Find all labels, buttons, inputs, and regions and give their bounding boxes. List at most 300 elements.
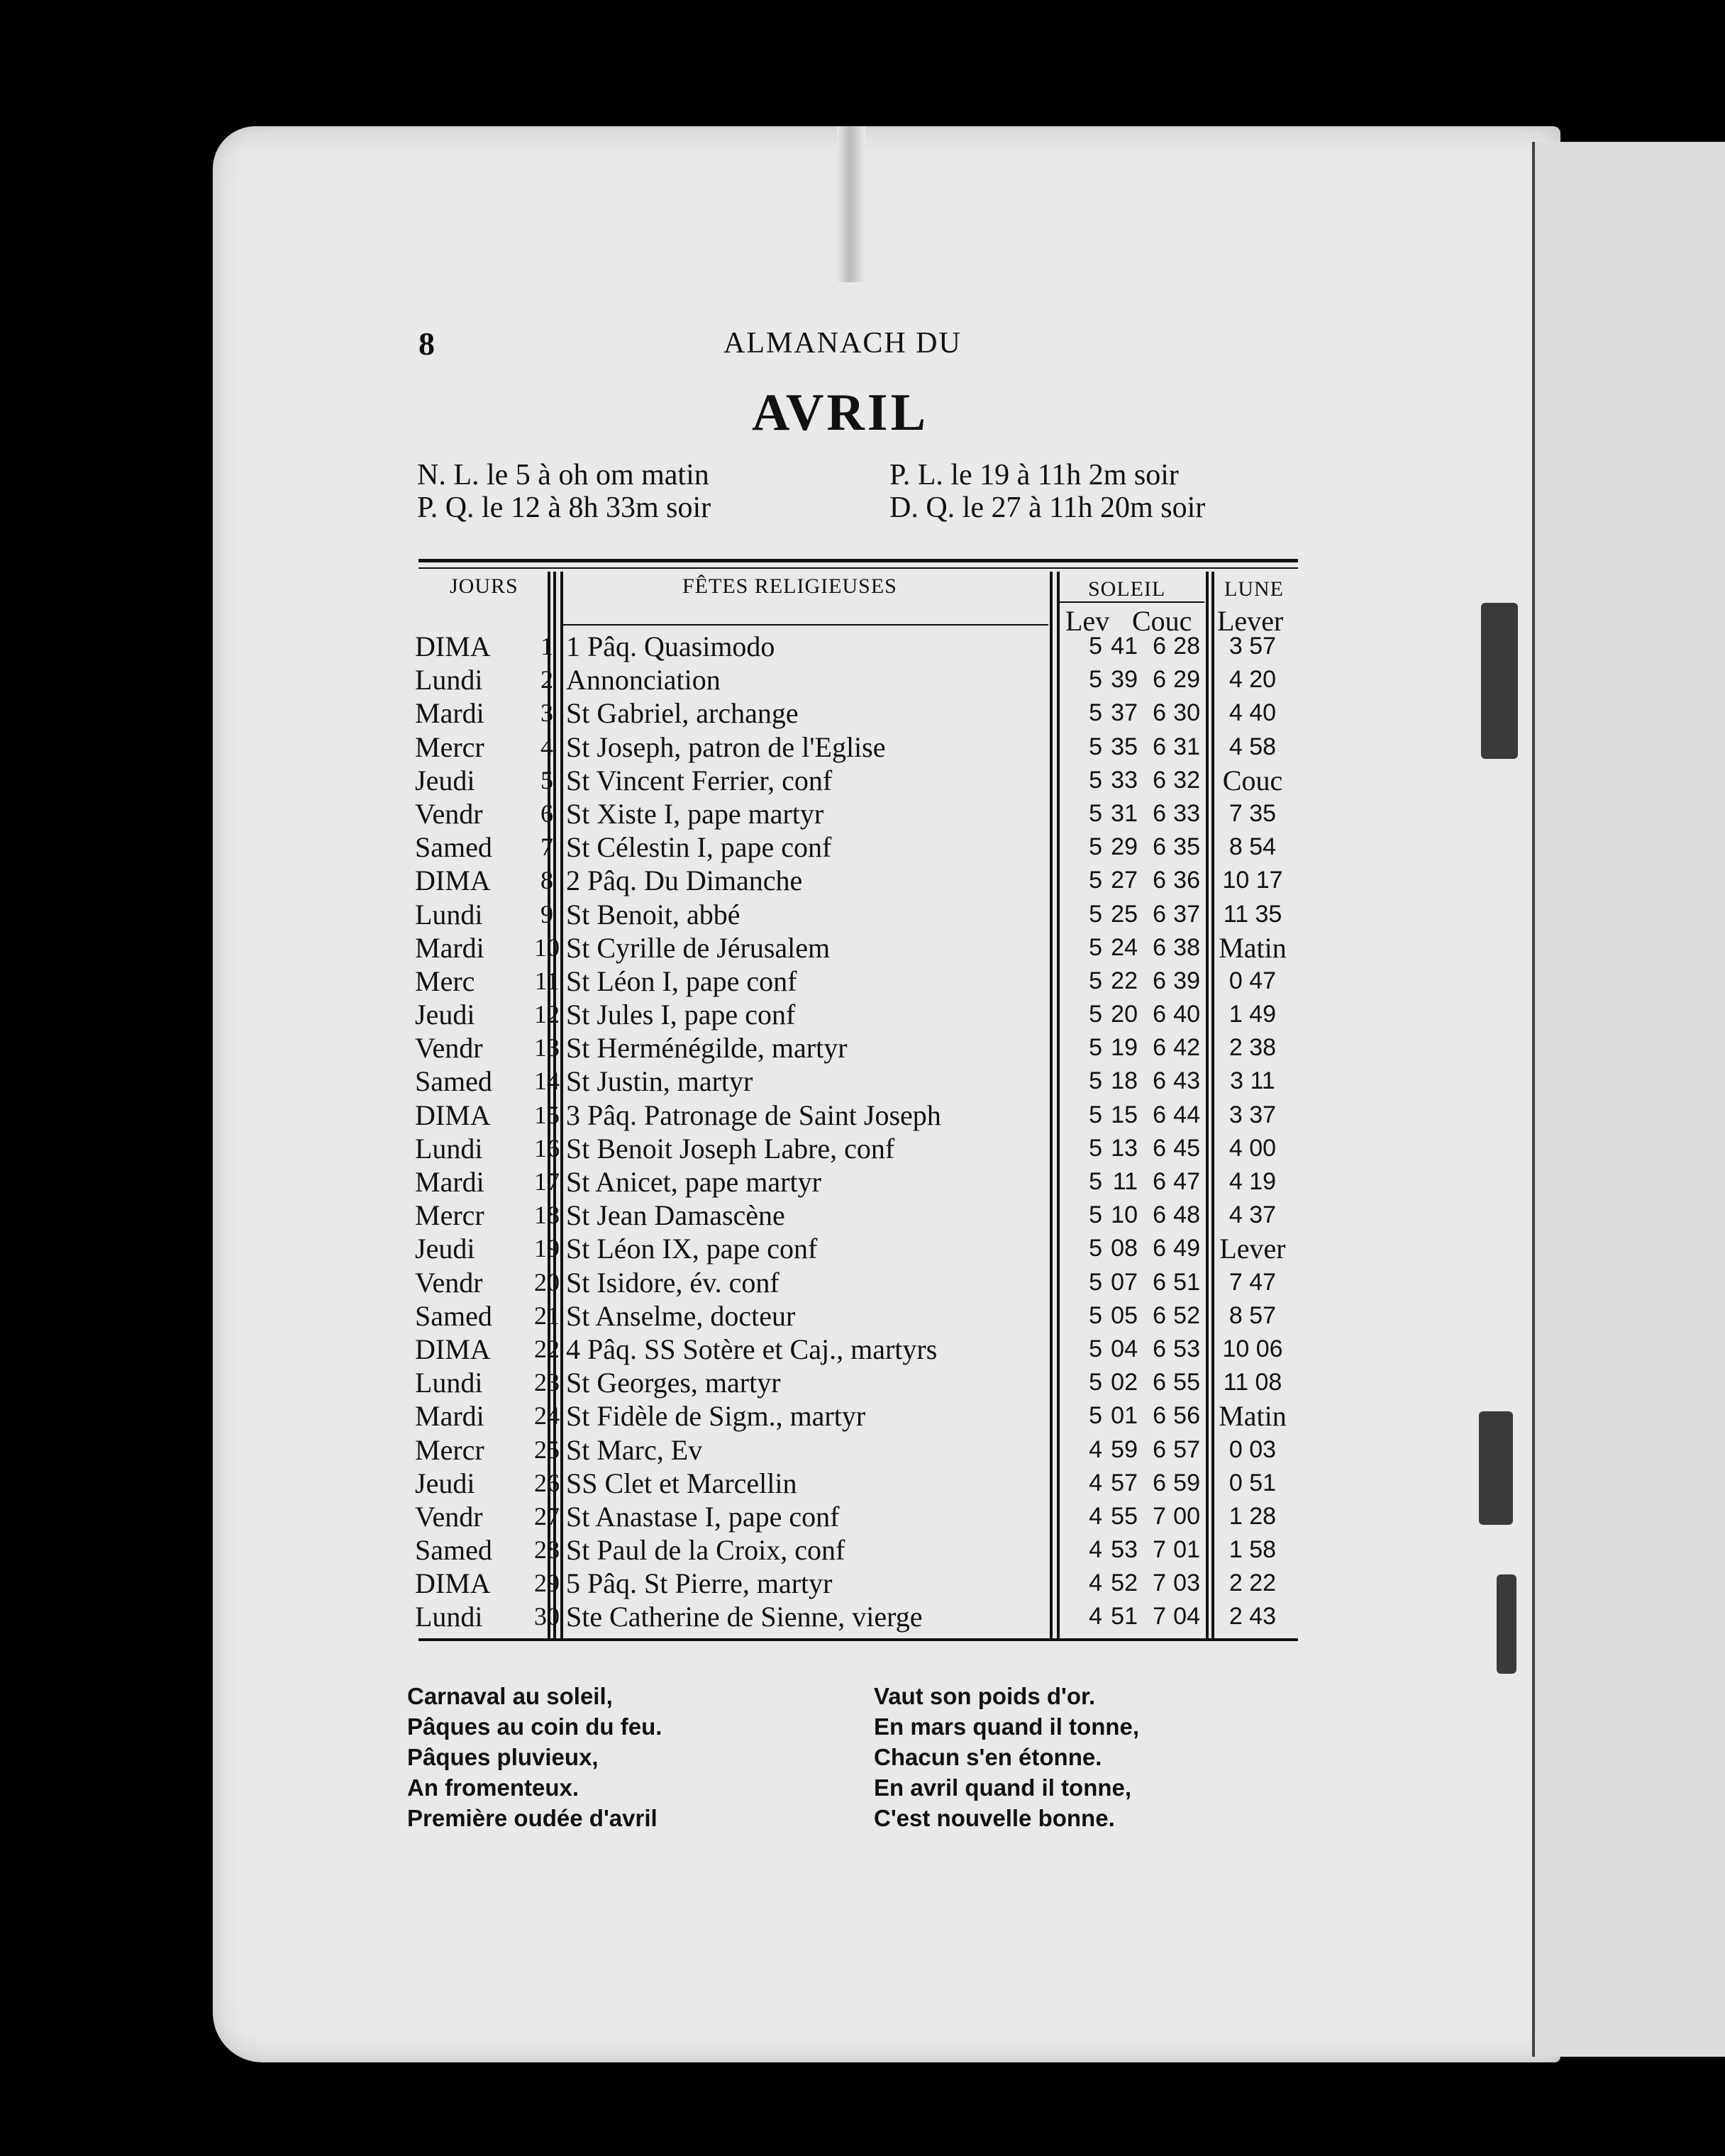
day-cell: Jeudi	[415, 999, 475, 1031]
sunset-minute: 00	[1173, 1502, 1200, 1530]
sunrise-minute: 51	[1111, 1603, 1138, 1630]
moon-time: 2 38	[1228, 1034, 1277, 1062]
sunset-hour: 6	[1153, 1435, 1166, 1463]
sunrise-minute: 10	[1111, 1201, 1138, 1229]
sunrise-minute: 08	[1111, 1235, 1138, 1262]
day-number: 24	[534, 1401, 560, 1430]
sunset-minute: 03	[1173, 1569, 1200, 1597]
day-number: 8	[540, 866, 553, 895]
sunrise-hour: 5	[1089, 1168, 1102, 1195]
moon-time: 7 35	[1228, 799, 1277, 827]
sunrise-hour: 5	[1089, 967, 1102, 994]
day-cell: Vendr	[415, 797, 483, 830]
sunrise-minute: 02	[1111, 1369, 1138, 1396]
moon-time: 0 51	[1228, 1469, 1277, 1496]
day-number: 19	[534, 1234, 560, 1263]
moon-time: 3 57	[1228, 633, 1277, 660]
table-row	[411, 898, 1305, 931]
feast-name: St Anselme, docteur	[566, 1299, 796, 1332]
sunset-minute: 44	[1173, 1101, 1200, 1128]
table-row	[411, 630, 1305, 663]
sunset-hour: 6	[1153, 633, 1166, 660]
feast-name: St Jules I, pape conf	[566, 999, 796, 1031]
sunrise-hour: 4	[1089, 1469, 1102, 1496]
sunset-hour: 6	[1153, 900, 1166, 928]
day-number: 18	[534, 1201, 560, 1230]
sunrise-minute: 05	[1111, 1301, 1138, 1329]
day-cell: Mardi	[415, 1166, 484, 1198]
sunrise-hour: 5	[1089, 867, 1102, 894]
proverb-line: Première oudée d'avril	[407, 1805, 658, 1831]
day-cell: Lundi	[415, 664, 483, 696]
feast-name: St Georges, martyr	[566, 1367, 781, 1399]
day-number: 15	[534, 1100, 560, 1129]
binding-stain	[1481, 603, 1518, 759]
proverb-line: Chacun s'en étonne.	[874, 1744, 1102, 1770]
sunset-hour: 6	[1153, 1201, 1166, 1229]
sunrise-minute: 52	[1111, 1569, 1138, 1597]
day-cell: Jeudi	[415, 1467, 475, 1499]
sunrise-hour: 5	[1089, 1034, 1102, 1062]
sunrise-minute: 57	[1111, 1469, 1138, 1496]
sunrise-minute: 22	[1111, 967, 1138, 994]
sunset-minute: 48	[1173, 1201, 1200, 1229]
feast-name: St Joseph, patron de l'Eglise	[566, 730, 886, 763]
moon-time: Matin	[1219, 1400, 1287, 1433]
sunrise-minute: 29	[1111, 833, 1138, 861]
table-row	[411, 797, 1305, 830]
sunset-hour: 7	[1153, 1569, 1166, 1597]
table-row	[411, 1500, 1305, 1533]
table-bottom-rule	[418, 1638, 1298, 1641]
proverb-line: En mars quand il tonne,	[874, 1713, 1140, 1740]
feast-name: Annonciation	[566, 664, 721, 696]
feast-name: St Jean Damascène	[566, 1199, 785, 1232]
sunrise-hour: 5	[1089, 1402, 1102, 1430]
sunrise-hour: 5	[1089, 1134, 1102, 1162]
sunrise-hour: 5	[1089, 733, 1102, 760]
day-number: 26	[534, 1468, 560, 1497]
sunset-minute: 29	[1173, 666, 1200, 694]
sunset-minute: 01	[1173, 1536, 1200, 1564]
day-number: 30	[534, 1602, 560, 1631]
sunset-minute: 30	[1173, 699, 1200, 727]
calendar-rows	[411, 630, 1305, 1634]
sunset-minute: 52	[1173, 1301, 1200, 1329]
sunset-hour: 6	[1153, 733, 1166, 760]
moon-time: 8 54	[1228, 833, 1277, 861]
day-number: 27	[534, 1501, 560, 1530]
table-row	[411, 663, 1305, 696]
feast-name: St Léon IX, pape conf	[566, 1233, 818, 1265]
sunset-minute: 57	[1173, 1435, 1200, 1463]
moon-time: 10 17	[1222, 867, 1283, 894]
sunrise-hour: 5	[1089, 933, 1102, 961]
sunset-minute: 59	[1173, 1469, 1200, 1496]
feast-name: St Célestin I, pape conf	[566, 831, 832, 864]
sunrise-minute: 37	[1111, 699, 1138, 727]
sunrise-minute: 19	[1111, 1034, 1138, 1062]
moon-time: Lever	[1219, 1233, 1286, 1265]
sunset-minute: 53	[1173, 1335, 1200, 1362]
proverb-line: Pâques au coin du feu.	[407, 1713, 662, 1740]
binding-stain	[1497, 1574, 1516, 1674]
moon-time: 4 20	[1228, 666, 1277, 694]
sunset-minute: 40	[1173, 1001, 1200, 1028]
day-number: 20	[534, 1267, 560, 1296]
day-number: 29	[534, 1569, 560, 1598]
moon-time: 4 58	[1228, 733, 1277, 760]
sunset-minute: 35	[1173, 833, 1200, 861]
day-number: 17	[534, 1167, 560, 1196]
table-row	[411, 1533, 1305, 1567]
sunset-hour: 6	[1153, 967, 1166, 994]
day-number: 9	[540, 899, 553, 928]
sunrise-minute: 41	[1111, 633, 1138, 660]
sunset-hour: 6	[1153, 1301, 1166, 1329]
sunrise-hour: 5	[1089, 1369, 1102, 1396]
binding-stain	[1479, 1411, 1513, 1525]
proverb-line: C'est nouvelle bonne.	[874, 1805, 1115, 1831]
sunrise-minute: 27	[1111, 867, 1138, 894]
proverb-line: En avril quand il tonne,	[874, 1774, 1132, 1801]
sunset-hour: 7	[1153, 1603, 1166, 1630]
feast-name: St Anicet, pape martyr	[566, 1166, 821, 1198]
table-row	[411, 1299, 1305, 1333]
sunset-minute: 51	[1173, 1268, 1200, 1296]
proverb-line: Pâques pluvieux,	[407, 1744, 599, 1770]
sunrise-hour: 5	[1089, 1301, 1102, 1329]
feast-name: St Anastase I, pape conf	[566, 1500, 840, 1533]
moon-phase-nl: N. L. le 5 à oh om matin	[417, 459, 709, 491]
sunset-hour: 6	[1153, 799, 1166, 827]
sunset-hour: 6	[1153, 766, 1166, 794]
proverb-left	[407, 1681, 662, 1833]
sunrise-minute: 18	[1111, 1067, 1138, 1095]
subheader-rule	[1058, 601, 1204, 603]
col-header-jours: JOURS	[450, 574, 518, 598]
day-number: 23	[534, 1368, 560, 1397]
sunset-hour: 6	[1153, 833, 1166, 861]
feast-name: St Gabriel, archange	[566, 697, 799, 730]
sunrise-minute: 13	[1111, 1134, 1138, 1162]
day-number: 14	[534, 1067, 560, 1096]
day-cell: Vendr	[415, 1266, 483, 1299]
feast-name: St Benoit Joseph Labre, conf	[566, 1132, 895, 1165]
day-number: 4	[540, 732, 553, 761]
col-subheader-lever: Lever	[1217, 605, 1284, 637]
table-row	[411, 931, 1305, 965]
page-tear	[837, 126, 865, 282]
sunset-hour: 6	[1153, 933, 1166, 961]
day-cell: Mercr	[415, 1433, 484, 1466]
day-cell: Lundi	[415, 1601, 483, 1633]
sunrise-minute: 35	[1111, 733, 1138, 760]
feast-name: St Herménégilde, martyr	[566, 1032, 848, 1065]
table-row	[411, 1467, 1305, 1500]
sunrise-minute: 39	[1111, 666, 1138, 694]
moon-time: 3 11	[1230, 1067, 1275, 1095]
day-number: 12	[534, 1000, 560, 1029]
feast-name: St Fidèle de Sigm., martyr	[566, 1400, 866, 1433]
feast-name: St Vincent Ferrier, conf	[566, 764, 833, 796]
feast-name: St Justin, martyr	[566, 1065, 753, 1098]
day-cell: Jeudi	[415, 764, 475, 796]
feast-name: St Paul de la Croix, conf	[566, 1534, 845, 1567]
sunset-minute: 55	[1173, 1369, 1200, 1396]
sunrise-hour: 5	[1089, 1201, 1102, 1229]
table-row	[411, 1333, 1305, 1366]
feast-name: St Léon I, pape conf	[566, 965, 797, 997]
proverb-right	[874, 1681, 1139, 1833]
sunset-hour: 6	[1153, 1067, 1166, 1095]
feast-name: St Marc, Ev	[566, 1433, 703, 1466]
day-number: 6	[540, 799, 553, 828]
day-cell: Merc	[415, 965, 475, 997]
moon-time: 4 00	[1228, 1134, 1277, 1162]
feast-name: St Xiste I, pape martyr	[566, 797, 824, 830]
table-row	[411, 1232, 1305, 1265]
day-cell: Samed	[415, 831, 492, 864]
day-cell: Vendr	[415, 1500, 483, 1533]
day-cell: DIMA	[415, 1099, 491, 1131]
sunrise-hour: 4	[1089, 1569, 1102, 1597]
moon-time: 4 40	[1228, 699, 1277, 727]
moon-phase-pl: P. L. le 19 à 11h 2m soir	[889, 459, 1179, 491]
sunrise-minute: 33	[1111, 766, 1138, 794]
moon-time: 0 47	[1228, 967, 1277, 994]
sunrise-hour: 4	[1089, 1435, 1102, 1463]
day-cell: DIMA	[415, 1333, 491, 1365]
sunset-hour: 6	[1153, 1101, 1166, 1128]
table-row	[411, 1433, 1305, 1467]
sunset-minute: 37	[1173, 900, 1200, 928]
sunrise-hour: 4	[1089, 1502, 1102, 1530]
sunset-minute: 45	[1173, 1134, 1200, 1162]
sunset-minute: 38	[1173, 933, 1200, 961]
sunset-hour: 6	[1153, 1369, 1166, 1396]
table-row	[411, 764, 1305, 797]
day-number: 3	[540, 699, 553, 728]
day-number: 5	[540, 765, 553, 794]
table-top-rule-thin	[418, 567, 1298, 569]
sunrise-minute: 59	[1111, 1435, 1138, 1463]
moon-time: 8 57	[1228, 1301, 1277, 1329]
sunrise-minute: 07	[1111, 1268, 1138, 1296]
day-cell: Mardi	[415, 931, 484, 964]
moon-time: 11 35	[1223, 900, 1282, 928]
sunrise-minute: 53	[1111, 1536, 1138, 1564]
table-row	[411, 864, 1305, 897]
proverb-line: Carnaval au soleil,	[407, 1683, 613, 1709]
moon-time: 2 43	[1228, 1603, 1277, 1630]
sunset-hour: 6	[1153, 699, 1166, 727]
proverb-line: Vaut son poids d'or.	[874, 1683, 1096, 1709]
table-row	[411, 830, 1305, 864]
sunrise-hour: 5	[1089, 900, 1102, 928]
sunset-minute: 47	[1173, 1168, 1200, 1195]
table-row	[411, 1266, 1305, 1299]
feast-name: 5 Pâq. St Pierre, martyr	[566, 1567, 833, 1600]
moon-phase-pq: P. Q. le 12 à 8h 33m soir	[417, 491, 711, 524]
sunset-hour: 6	[1153, 1335, 1166, 1362]
table-row	[411, 998, 1305, 1031]
feast-name: 2 Pâq. Du Dimanche	[566, 865, 803, 897]
sunset-minute: 28	[1173, 633, 1200, 660]
sunset-minute: 42	[1173, 1034, 1200, 1062]
sunrise-hour: 5	[1089, 833, 1102, 861]
month-title: AVRIL	[752, 384, 928, 442]
col-subheader-lev: Lev	[1065, 605, 1110, 637]
table-row	[411, 1567, 1305, 1600]
table-row	[411, 1099, 1305, 1132]
table-top-rule	[418, 559, 1298, 562]
feast-name: 3 Pâq. Patronage de Saint Joseph	[566, 1099, 941, 1131]
sunrise-hour: 4	[1089, 1536, 1102, 1564]
sunrise-minute: 25	[1111, 900, 1138, 928]
sunset-hour: 7	[1153, 1536, 1166, 1564]
sunset-minute: 36	[1173, 867, 1200, 894]
sunset-hour: 7	[1153, 1502, 1166, 1530]
feast-name: 4 Pâq. SS Sotère et Caj., martyrs	[566, 1333, 938, 1365]
sunrise-hour: 4	[1089, 1603, 1102, 1630]
sunset-minute: 32	[1173, 766, 1200, 794]
sunrise-hour: 5	[1089, 1268, 1102, 1296]
sunset-minute: 56	[1173, 1402, 1200, 1430]
sunrise-hour: 5	[1089, 666, 1102, 694]
feast-name: St Benoit, abbé	[566, 898, 741, 930]
day-number: 21	[534, 1301, 560, 1330]
day-number: 7	[540, 833, 553, 862]
moon-time: 2 22	[1228, 1569, 1277, 1597]
day-cell: Mardi	[415, 697, 484, 730]
table-row	[411, 1600, 1305, 1633]
sunset-hour: 6	[1153, 1268, 1166, 1296]
moon-time: 4 19	[1228, 1168, 1277, 1195]
col-header-soleil: SOLEIL	[1088, 577, 1166, 601]
day-cell: Lundi	[415, 1367, 483, 1399]
sunrise-hour: 5	[1089, 1001, 1102, 1028]
day-cell: Mercr	[415, 730, 484, 763]
sunrise-hour: 5	[1089, 799, 1102, 827]
day-cell: Samed	[415, 1065, 492, 1098]
sunset-hour: 6	[1153, 867, 1166, 894]
sunset-hour: 6	[1153, 1034, 1166, 1062]
moon-time: Matin	[1219, 931, 1287, 964]
table-row	[411, 696, 1305, 730]
table-row	[411, 1065, 1305, 1098]
day-cell: DIMA	[415, 865, 491, 897]
day-number: 13	[534, 1033, 560, 1062]
sunset-hour: 6	[1153, 1001, 1166, 1028]
table-row	[411, 1132, 1305, 1165]
feast-name: St Cyrille de Jérusalem	[566, 931, 831, 964]
feast-name: Ste Catherine de Sienne, vierge	[566, 1601, 923, 1633]
sunset-minute: 49	[1173, 1235, 1200, 1262]
day-cell: Lundi	[415, 898, 483, 930]
page-number: 8	[418, 326, 435, 362]
sunset-hour: 6	[1153, 1235, 1166, 1262]
moon-time: 4 37	[1228, 1201, 1277, 1229]
feast-name: 1 Pâq. Quasimodo	[566, 630, 775, 662]
table-row	[411, 730, 1305, 764]
sunrise-minute: 01	[1111, 1402, 1138, 1430]
day-number: 28	[534, 1535, 560, 1565]
day-number: 1	[540, 632, 553, 660]
day-number: 25	[534, 1435, 560, 1464]
sunrise-hour: 5	[1089, 633, 1102, 660]
moon-time: Couc	[1222, 764, 1283, 796]
sunrise-hour: 5	[1089, 699, 1102, 727]
day-cell: Vendr	[415, 1032, 483, 1065]
day-cell: Lundi	[415, 1132, 483, 1165]
moon-phase-dq: D. Q. le 27 à 11h 20m soir	[889, 491, 1206, 524]
col-header-lune: LUNE	[1224, 577, 1284, 601]
moon-time: 1 49	[1228, 1001, 1277, 1028]
table-row	[411, 1031, 1305, 1065]
day-number: 10	[534, 933, 560, 962]
sunset-hour: 6	[1153, 666, 1166, 694]
sunset-hour: 6	[1153, 1469, 1166, 1496]
day-number: 22	[534, 1334, 560, 1363]
moon-time: 10 06	[1222, 1335, 1283, 1362]
sunrise-minute: 24	[1111, 933, 1138, 961]
sunset-hour: 6	[1153, 1402, 1166, 1430]
sunrise-hour: 5	[1089, 1067, 1102, 1095]
feast-name: St Isidore, év. conf	[566, 1266, 780, 1299]
day-cell: Mercr	[415, 1199, 484, 1232]
table-row	[411, 1165, 1305, 1199]
day-number: 2	[540, 665, 553, 694]
sunset-minute: 33	[1173, 799, 1200, 827]
moon-time: 1 28	[1228, 1502, 1277, 1530]
sunrise-hour: 5	[1089, 766, 1102, 794]
day-cell: DIMA	[415, 1567, 491, 1600]
table-row	[411, 965, 1305, 998]
moon-time: 11 08	[1223, 1369, 1282, 1396]
day-cell: Samed	[415, 1534, 492, 1567]
table-row	[411, 1199, 1305, 1232]
facing-page-edge	[1532, 142, 1725, 2057]
sunset-minute: 04	[1173, 1603, 1200, 1630]
moon-time: 7 47	[1228, 1268, 1277, 1296]
moon-time: 3 37	[1228, 1101, 1277, 1128]
sunrise-minute: 04	[1111, 1335, 1138, 1362]
subheader-rule	[562, 624, 1048, 626]
sunrise-minute: 20	[1111, 1001, 1138, 1028]
moon-time: 1 58	[1228, 1536, 1277, 1564]
day-cell: Samed	[415, 1299, 492, 1332]
sunrise-hour: 5	[1089, 1335, 1102, 1362]
sunrise-hour: 5	[1089, 1101, 1102, 1128]
sunrise-minute: 55	[1111, 1502, 1138, 1530]
table-row	[411, 1399, 1305, 1433]
sunset-minute: 31	[1173, 733, 1200, 760]
day-cell: Jeudi	[415, 1233, 475, 1265]
sunset-minute: 43	[1173, 1067, 1200, 1095]
proverb-line: An fromenteux.	[407, 1774, 579, 1801]
day-number: 16	[534, 1133, 560, 1162]
sunrise-hour: 5	[1089, 1235, 1102, 1262]
day-number: 11	[534, 966, 560, 995]
moon-time: 0 03	[1228, 1435, 1277, 1463]
sunset-minute: 39	[1173, 967, 1200, 994]
day-cell: Mardi	[415, 1400, 484, 1433]
sunset-hour: 6	[1153, 1134, 1166, 1162]
sunrise-minute: 31	[1111, 799, 1138, 827]
day-cell: DIMA	[415, 630, 491, 662]
sunrise-minute: 11	[1112, 1168, 1138, 1195]
